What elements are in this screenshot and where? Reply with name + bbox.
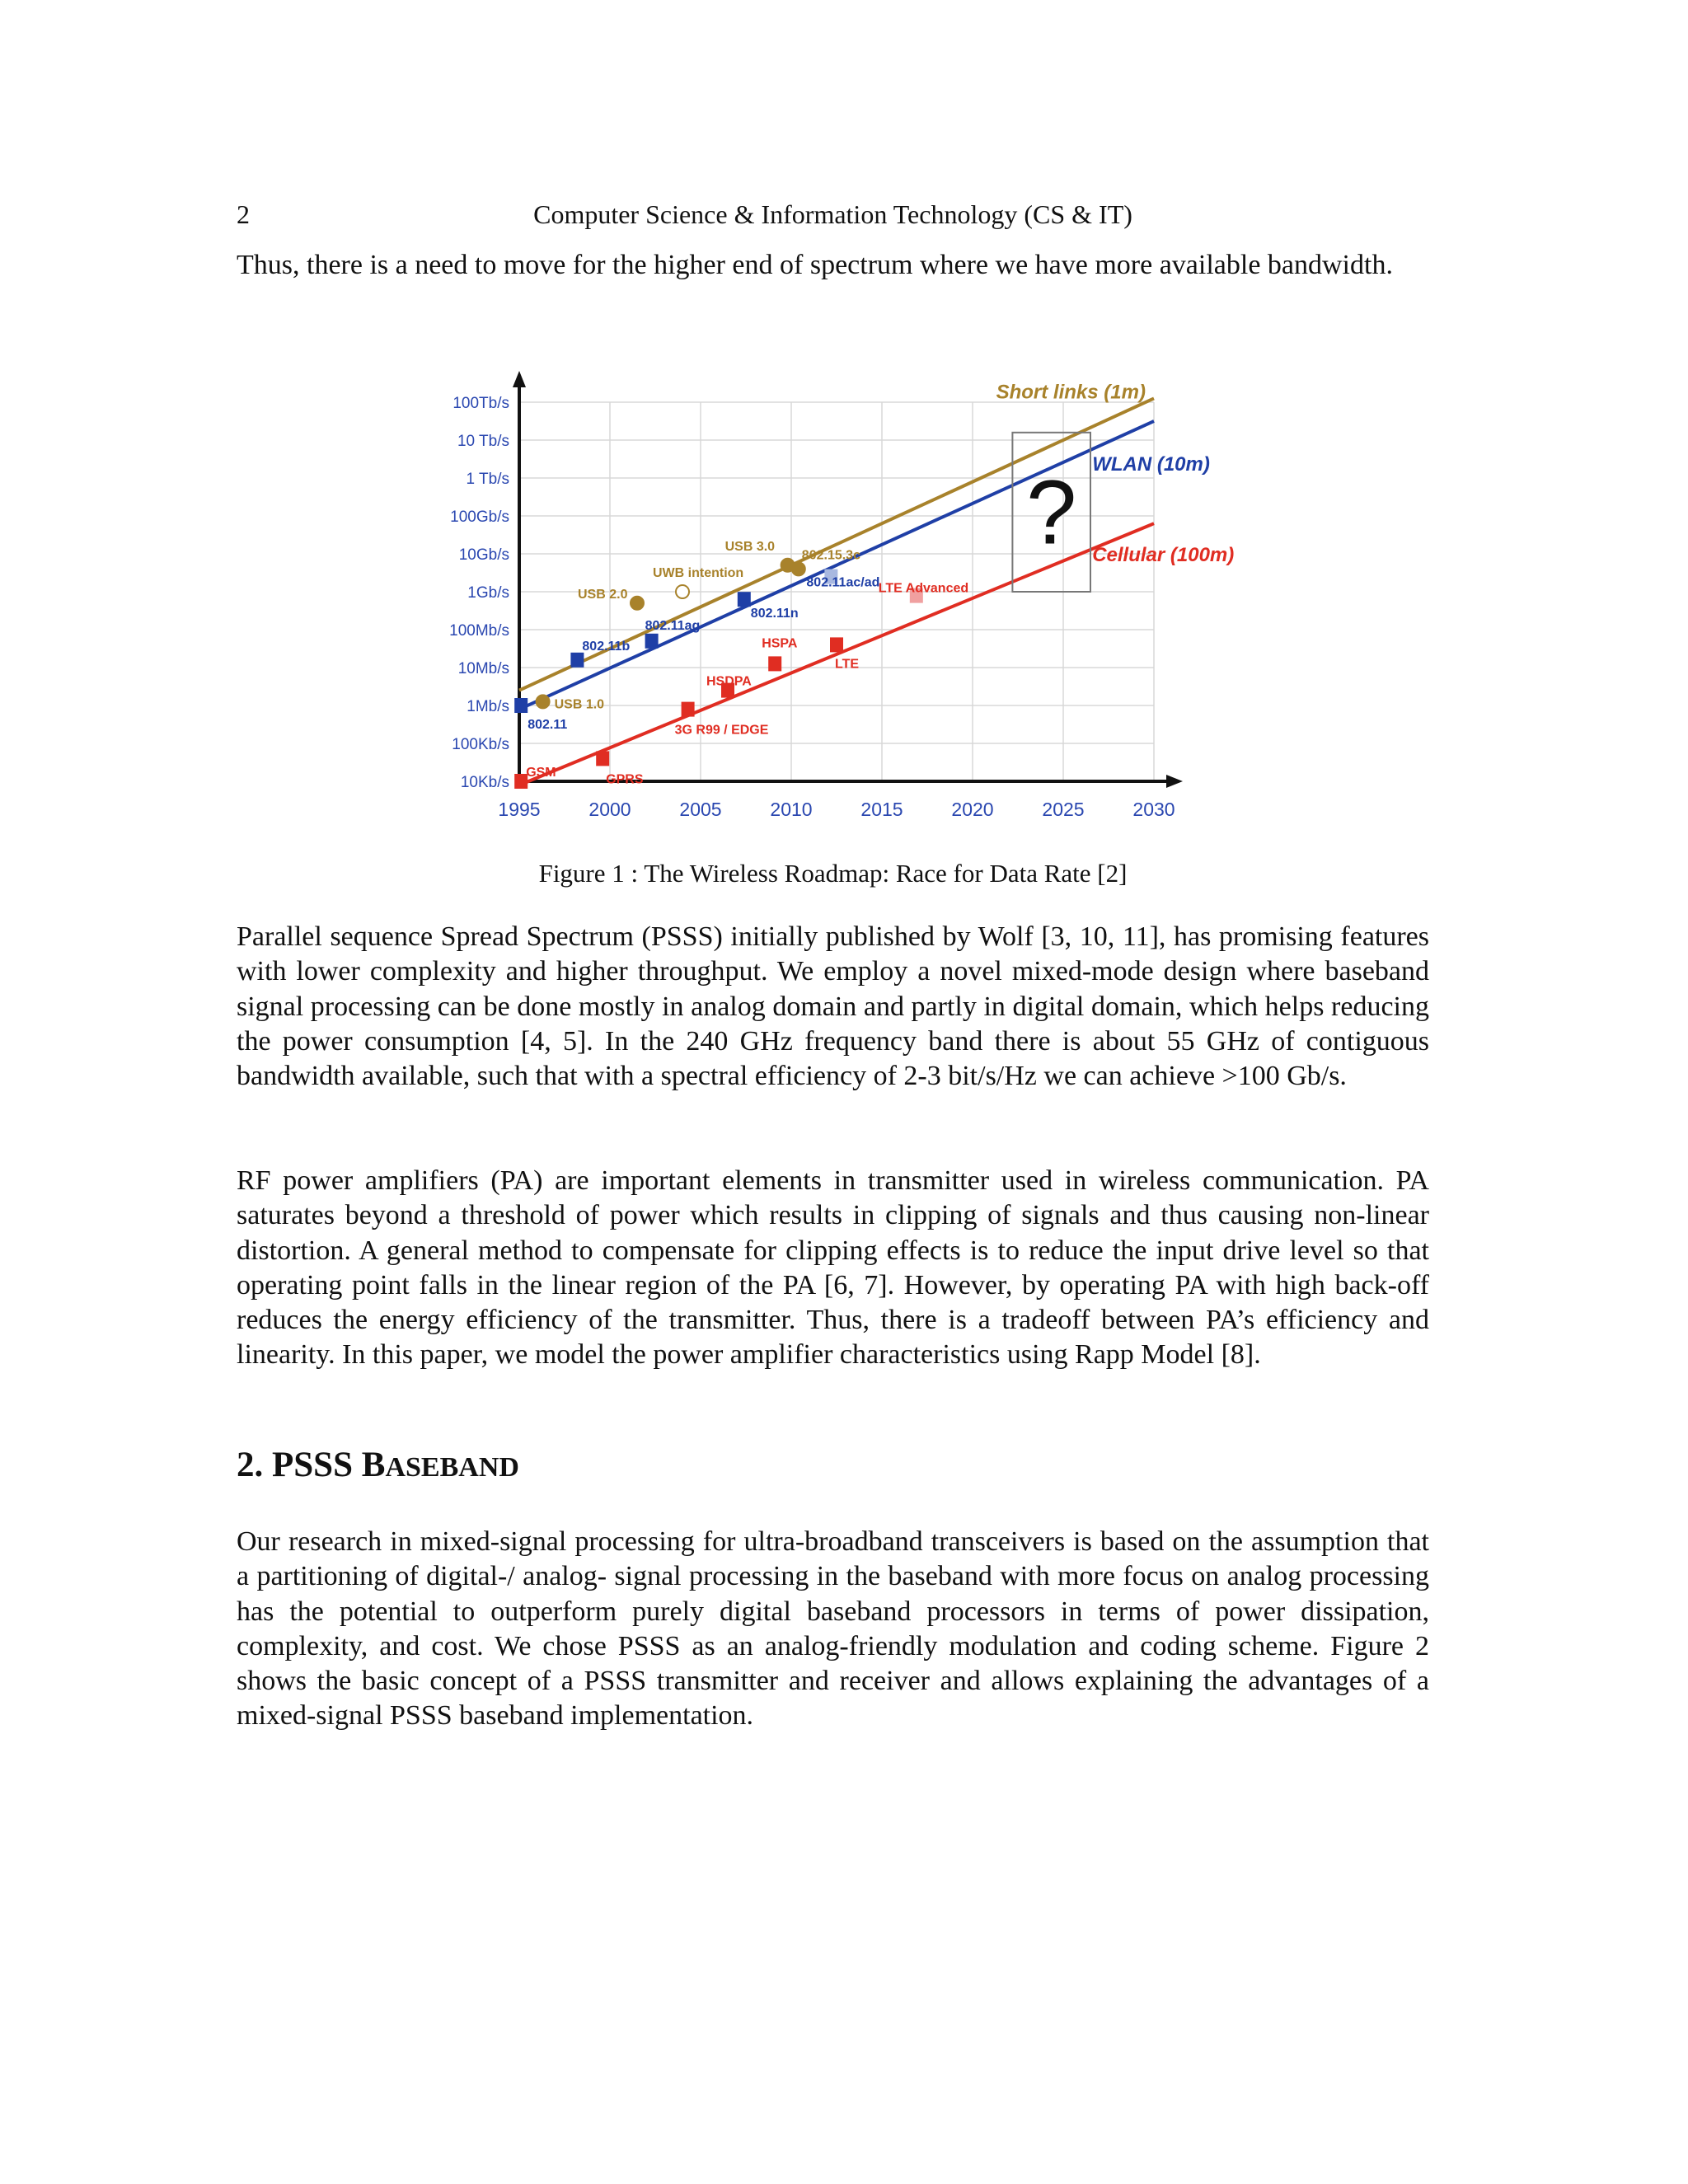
figure-1 xyxy=(412,354,1269,824)
data-point-short xyxy=(792,562,805,575)
data-label: 802.11b xyxy=(582,639,631,654)
data-label: HSPA xyxy=(762,636,798,651)
data-label: 802.11ag xyxy=(645,618,701,633)
section-number: 2. xyxy=(237,1446,264,1484)
baseband-paragraph: Our research in mixed-signal processing for ultra-broadband transceivers is based on the assumption that a partitioning of digital-/ analog- signal processing in the baseband with more focus on analog processing has the potential to outperform purely digital baseband processors in terms of power dissipation, complexity, and cost. We chose PSSS as an analog-friendly modulation and coding scheme. Figure 2 shows the basic concept of a PSSS transmitter and receiver and allows explaining the advantages of a mixed-signal PSSS baseband implementation. xyxy=(237,1526,1429,1732)
x-tick-label: 2030 xyxy=(1132,799,1175,820)
roadmap-chart xyxy=(412,354,1269,824)
data-point-wlan xyxy=(570,653,584,668)
data-point-short xyxy=(537,695,550,708)
data-label: LTE xyxy=(835,657,860,672)
section-title-rest: ASEBAND xyxy=(385,1452,519,1483)
y-tick-label: 100Tb/s xyxy=(452,395,509,412)
data-point-cellular xyxy=(682,702,695,717)
y-tick-label: 10 Tb/s xyxy=(457,433,509,450)
x-tick-label: 2020 xyxy=(951,799,994,820)
x-tick-label: 2000 xyxy=(588,799,631,820)
question-mark: ? xyxy=(1026,462,1077,564)
page-number: 2 xyxy=(237,199,250,229)
data-point-short xyxy=(676,585,689,598)
running-header xyxy=(237,198,1429,231)
rf-paragraph: RF power amplifiers (PA) are important elements in transmitter used in wireless communication. PA saturates beyond a threshold of power which results in clipping of signals and thus causing non-linear distortion. A general method to compensate for clipping effects is to reduce the input drive level so that operating point falls in the linear region of the PA [6, 7]. However, by operating PA with high back-off reduces the energy efficiency of the transmitter. Thus, there is a tradeoff between PA’s efficiency and linearity. In this paper, we model the power amplifier characteristics using Rapp Model [8]. xyxy=(237,1165,1429,1371)
data-point-cellular xyxy=(596,751,609,766)
journal-title: Computer Science & Information Technology (CS & IT) xyxy=(533,199,1132,229)
data-label: USB 3.0 xyxy=(724,539,776,554)
data-label: 802.11ac/ad xyxy=(806,575,880,590)
data-point-cellular xyxy=(830,637,843,652)
section-heading xyxy=(237,1444,519,1489)
x-tick-label: 2010 xyxy=(770,799,813,820)
data-label: 802.11n xyxy=(750,607,799,621)
y-tick-label: 10Mb/s xyxy=(457,660,509,677)
y-tick-label: 1Mb/s xyxy=(467,698,509,715)
y-tick-label: 100Mb/s xyxy=(449,622,509,640)
x-tick-label: 2015 xyxy=(860,799,903,820)
y-tick-label: 1 Tb/s xyxy=(466,471,509,488)
data-point-wlan xyxy=(514,698,528,713)
psss-paragraph: Parallel sequence Spread Spectrum (PSSS) initially published by Wolf [3, 10, 11], has promising features with lower complexity and higher throughput. We employ a novel mixed-mode design where baseband signal processing can be done mostly in analog domain and partly in digital domain, which helps reducing the power consumption [4, 5]. In the 240 GHz frequency band there is about 55 GHz of contiguous bandwidth available, such that with a spectral efficiency of 2-3 bit/s/Hz we can achieve >100 Gb/s. xyxy=(237,921,1429,1092)
data-label: HSDPA xyxy=(706,674,752,689)
y-tick-label: 100Gb/s xyxy=(450,509,509,526)
data-label: GSM xyxy=(526,766,556,780)
data-label: 802.11 xyxy=(528,718,568,732)
y-tick-label: 100Kb/s xyxy=(452,736,509,753)
data-label: USB 1.0 xyxy=(554,697,605,712)
data-point-wlan xyxy=(645,634,659,649)
series-label-cellular: Cellular (100m) xyxy=(1092,544,1235,567)
data-point-cellular xyxy=(768,656,781,671)
x-tick-label: 2025 xyxy=(1042,799,1085,820)
x-tick-label: 2005 xyxy=(679,799,722,820)
data-point-wlan xyxy=(738,592,751,607)
data-label: LTE Advanced xyxy=(878,581,969,596)
x-axis-arrow xyxy=(1166,775,1183,788)
figure-caption: Figure 1 : The Wireless Roadmap: Race for Data Rate [2] xyxy=(538,859,1128,888)
data-label: 3G R99 / EDGE xyxy=(674,723,769,738)
data-label: USB 2.0 xyxy=(578,587,628,602)
y-tick-label: 10Kb/s xyxy=(460,774,509,791)
data-label: GPRS xyxy=(606,772,644,787)
data-point-short xyxy=(631,597,644,610)
data-label: 802.15.3c xyxy=(801,548,860,563)
y-tick-label: 1Gb/s xyxy=(467,584,509,602)
y-axis-arrow xyxy=(513,371,526,387)
x-tick-label: 1995 xyxy=(498,799,541,820)
series-label-wlan: WLAN (10m) xyxy=(1092,452,1210,476)
y-tick-label: 10Gb/s xyxy=(458,546,509,564)
intro-paragraph: Thus, there is a need to move for the higher end of spectrum where we have more available bandwidth. xyxy=(237,250,1393,280)
series-label-short-links: Short links (1m) xyxy=(996,381,1146,404)
data-label: UWB intention xyxy=(653,566,744,580)
section-title-first: PSSS B xyxy=(272,1446,386,1484)
